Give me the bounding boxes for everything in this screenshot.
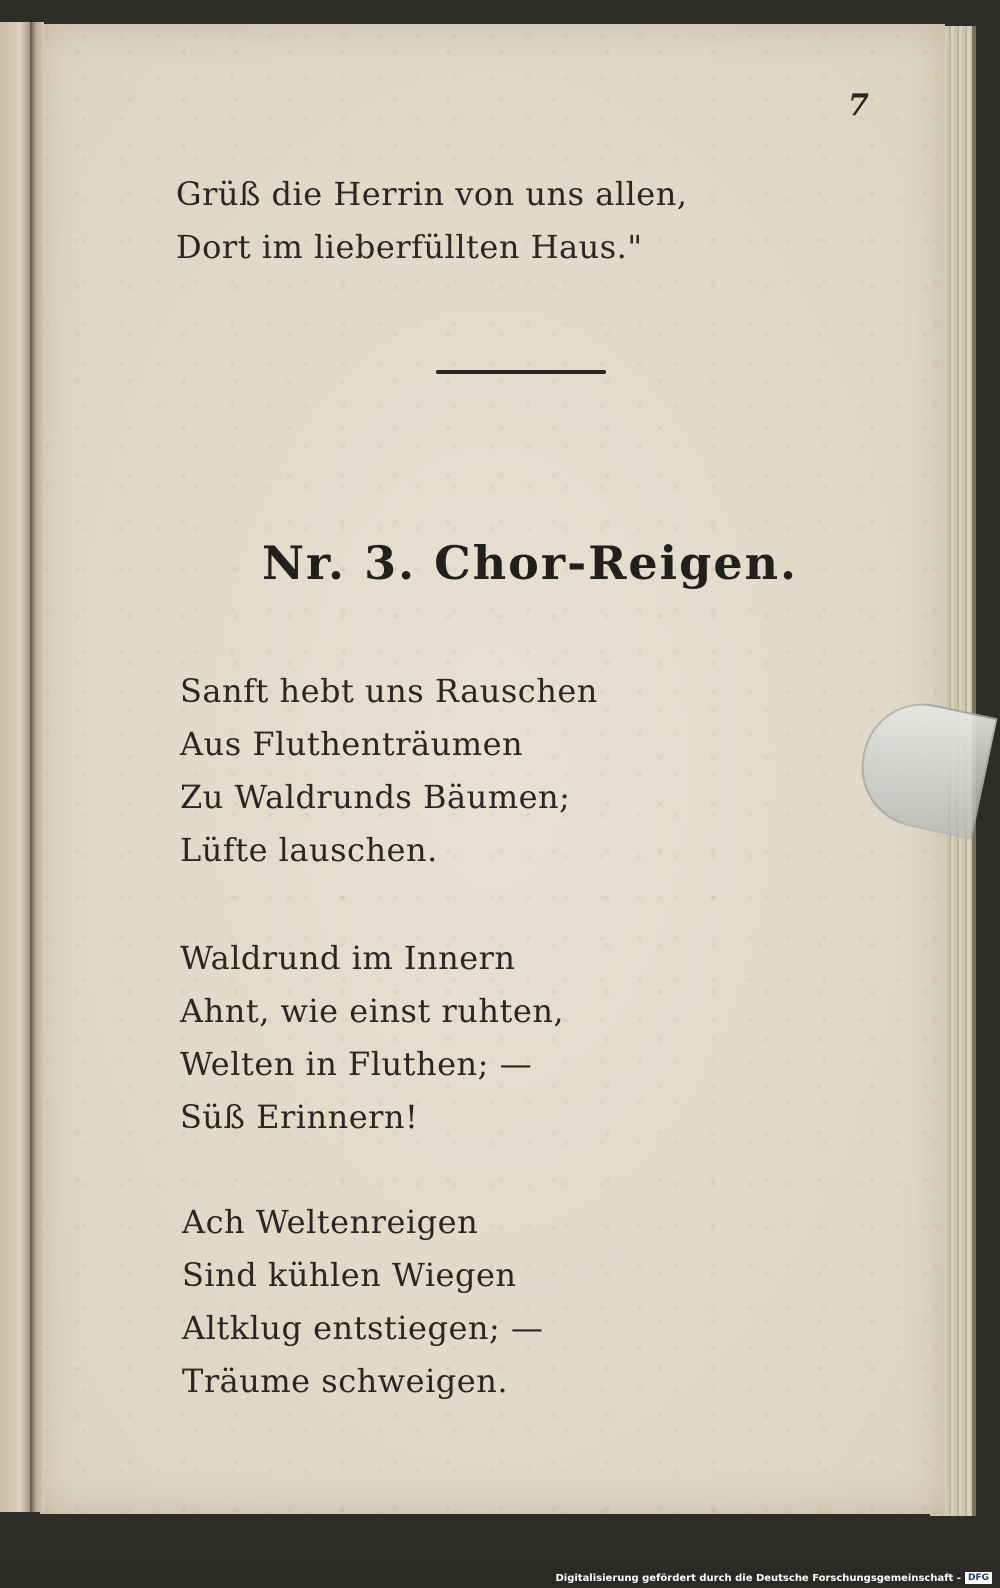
verse-line: Lüfte lauschen. (180, 831, 438, 869)
verse-line: Aus Fluthenträumen (180, 725, 524, 763)
stanza-2 (180, 932, 564, 1144)
verse-line: Waldrund im Innern (180, 939, 516, 977)
verse-line: Zu Waldrunds Bäumen; (180, 778, 571, 816)
preceding-verse (176, 168, 688, 274)
verse-line: Sind kühlen Wiegen (182, 1256, 517, 1294)
stanza-1 (180, 665, 598, 877)
page-number: 7 (848, 88, 869, 123)
footer-credit: Digitalisierung gefördert durch die Deutsche Forschungsgemeinschaft - (555, 1572, 961, 1584)
verse-line: Altklug entstiegen; — (182, 1309, 544, 1347)
verse-line: Süß Erinnern! (180, 1098, 419, 1136)
dfg-logo-icon: DFG (965, 1572, 992, 1584)
digitization-footer (555, 1572, 992, 1584)
verse-line: Dort im lieberfüllten Haus." (176, 228, 643, 266)
section-divider (436, 370, 606, 374)
book-gutter (30, 22, 44, 1512)
verse-line: Sanft hebt uns Rauschen (180, 672, 598, 710)
stanza-3 (182, 1196, 543, 1408)
verse-line: Welten in Fluthen; — (180, 1045, 533, 1083)
verse-line: Grüß die Herrin von uns allen, (176, 175, 688, 213)
verse-line: Ach Weltenreigen (182, 1203, 479, 1241)
verse-line: Ahnt, wie einst ruhten, (180, 992, 565, 1030)
left-page-edge (0, 22, 34, 1512)
verse-line: Träume schweigen. (182, 1362, 508, 1400)
section-title: Nr. 3. Chor-Reigen. (262, 536, 799, 590)
